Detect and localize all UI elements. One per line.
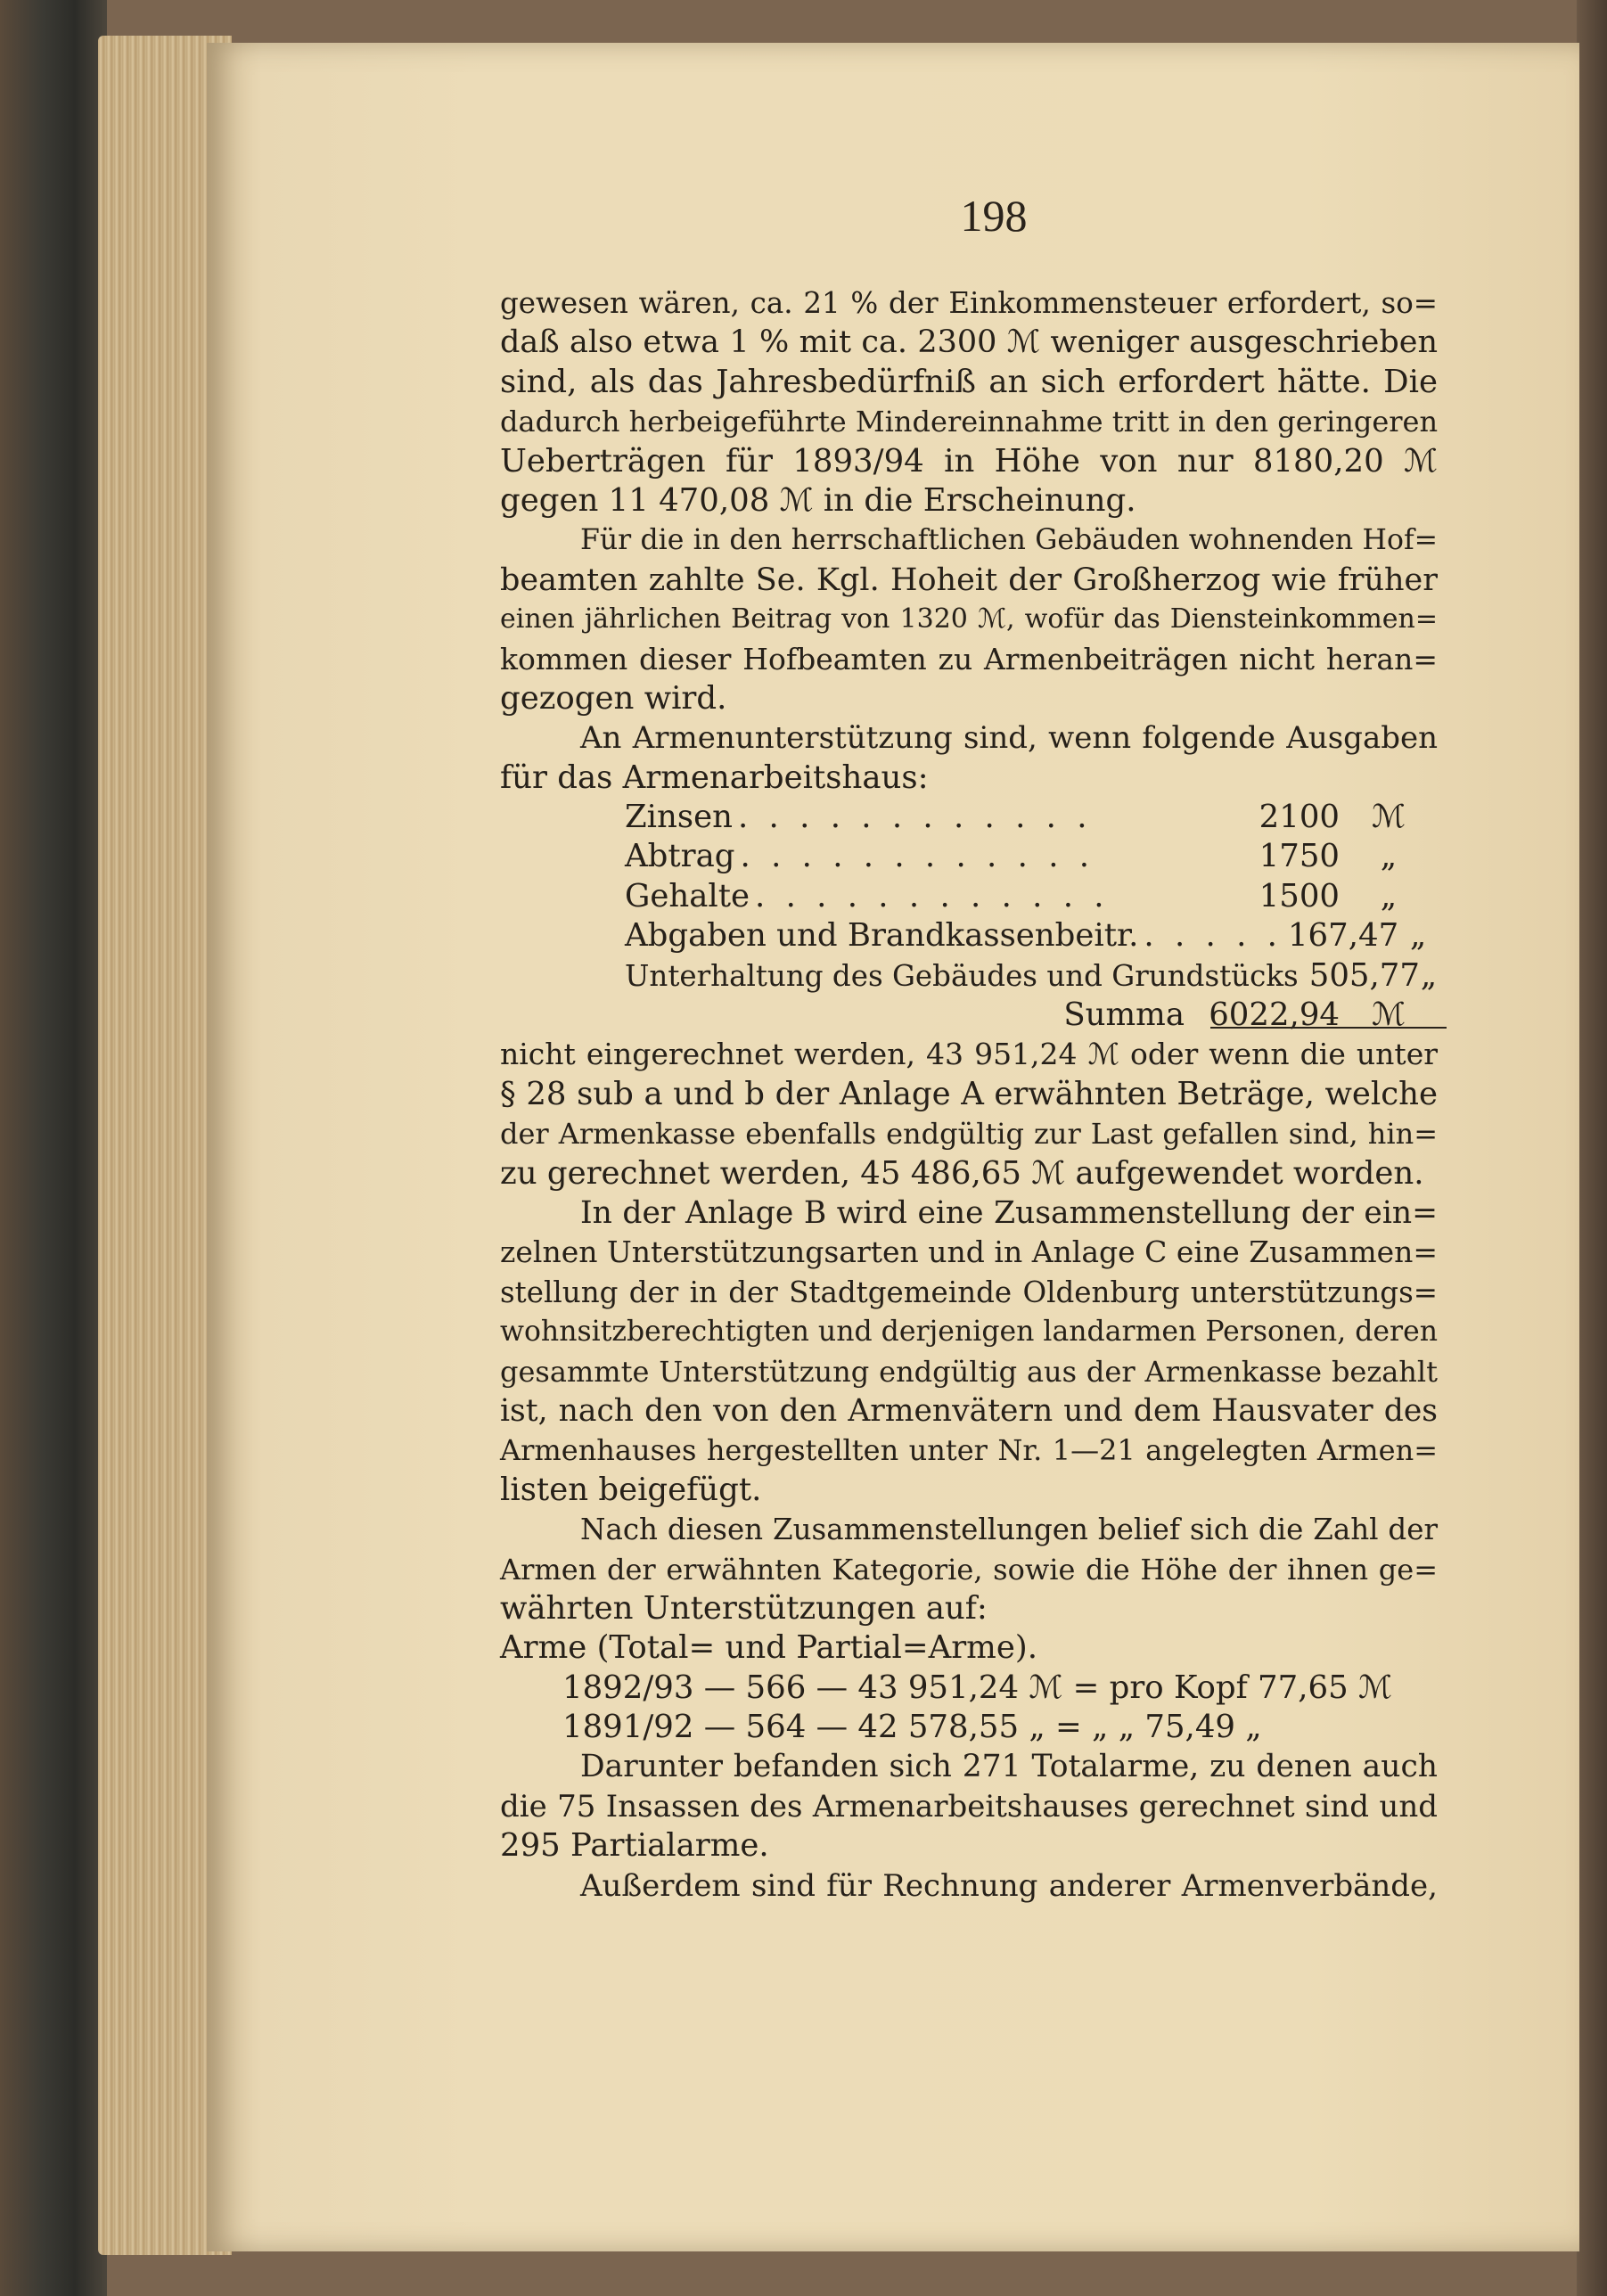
text-line: ist, nach den von den Armenvätern und dem Hausvater des: [500, 1392, 1438, 1429]
leader-dots: . . . . . . . . . . . .: [740, 838, 1095, 875]
text-line: für das Armenarbeitshaus:: [500, 758, 929, 796]
text-line: Armenhauses hergestellten unter Nr. 1—21 angelegten Armen=: [500, 1433, 1438, 1468]
text-line: stellung der in der Stadtgemeinde Oldenburg unterstützungs=: [500, 1275, 1438, 1309]
expense-amount: 505,77: [1308, 956, 1420, 994]
page-number: 198: [960, 191, 1028, 241]
expense-row: [500, 877, 1438, 916]
text-line: gesammte Unterstützung endgültig aus der Armenkasse bezahlt: [500, 1354, 1438, 1389]
expense-label: Zinsen: [625, 799, 733, 836]
sum-label: Summa: [1063, 996, 1185, 1034]
text-line: daß also etwa 1 % mit ca. 2300 ℳ weniger ausgeschrieben: [500, 324, 1438, 361]
leader-dots: . . . . .: [1144, 917, 1283, 955]
text-line: die 75 Insassen des Armenarbeitshauses gerechnet sind und: [500, 1788, 1438, 1824]
expense-row: [500, 798, 1438, 837]
book-cover-edge: [0, 0, 107, 2296]
text-line: listen beigefügt.: [500, 1471, 762, 1508]
expense-row: [500, 916, 1438, 955]
expense-amount: 1500: [1259, 877, 1340, 914]
next-page-edge: [1577, 0, 1607, 2296]
sum-amount: 6022,94: [1209, 996, 1340, 1034]
expense-unit: „: [1380, 838, 1398, 875]
expense-unit: „: [1420, 956, 1438, 994]
text-line: wohnsitzberechtigten und derjenigen landarmen Personen, deren: [500, 1316, 1439, 1349]
leader-dots: . . . . . . . . . . . .: [755, 877, 1110, 914]
text-line: zu gerechnet werden, 45 486,65 ℳ aufgewendet worden.: [500, 1154, 1424, 1192]
text-line: Darunter befanden sich 271 Totalarme, zu denen auch: [580, 1749, 1438, 1785]
stat-row: 1891/92 — 564 — 42 578,55 „ = „ „ 75,49 „: [562, 1709, 1262, 1746]
sum-unit: ℳ: [1372, 996, 1406, 1034]
text-line: zelnen Unterstützungsarten und in Anlage C eine Zusammen=: [500, 1234, 1439, 1270]
expense-amount: 1750: [1259, 838, 1340, 875]
text-line: Nach diesen Zusammenstellungen belief sich die Zahl der: [580, 1513, 1438, 1547]
text-line: sind, als das Jahresbedürfniß an sich erfordert hätte. Die: [500, 363, 1438, 400]
expense-amount: 167,47: [1287, 917, 1399, 955]
text-line: gegen 11 470,08 ℳ in die Erscheinung.: [500, 481, 1136, 519]
stat-row: 1892/93 — 566 — 43 951,24 ℳ = pro Kopf 77,65 ℳ: [562, 1669, 1392, 1706]
text-line: 295 Partialarme.: [500, 1827, 769, 1865]
text-line: Ueberträgen für 1893/94 in Höhe von nur 8180,20 ℳ: [500, 442, 1438, 480]
sum-rule: [1210, 1027, 1447, 1029]
text-line: beamten zahlte Se. Kgl. Hoheit der Großherzog wie früher: [500, 562, 1438, 598]
expense-label: Abtrag: [625, 838, 735, 875]
text-line: gewesen wären, ca. 21 % der Einkommensteuer erfordert, so=: [500, 286, 1438, 320]
leader-dots: . . . . . . . . . . . .: [737, 799, 1093, 836]
text-line: einen jährlichen Beitrag von 1320 ℳ, wofür das Diensteinkommen=: [500, 603, 1438, 636]
table-heading: Arme (Total= und Partial=Arme).: [500, 1629, 1037, 1667]
text-line: In der Anlage B wird eine Zusammenstellung der ein=: [580, 1194, 1438, 1231]
text-line: nicht eingerechnet werden, 43 951,24 ℳ oder wenn die unter: [500, 1037, 1438, 1072]
text-line: dadurch herbeigeführte Mindereinnahme tritt in den geringeren: [500, 405, 1439, 439]
expense-label: Abgaben und Brandkassenbeitr.: [625, 917, 1139, 955]
expense-unit: „: [1409, 917, 1427, 955]
text-line: Für die in den herrschaftlichen Gebäuden wohnenden Hof=: [580, 524, 1438, 557]
text-line: An Armenunterstützung sind, wenn folgende Ausgaben: [580, 720, 1438, 757]
expense-row: [500, 837, 1438, 876]
text-line: gezogen wird.: [500, 679, 727, 717]
expense-label: Unterhaltung des Gebäudes und Grundstücks: [625, 958, 1299, 993]
text-line: § 28 sub a und b der Anlage A erwähnten Beträge, welche: [500, 1075, 1438, 1112]
text-line: währten Unterstützungen auf:: [500, 1589, 988, 1627]
sum-row: [500, 996, 1438, 1035]
text-line: Außerdem sind für Rechnung anderer Armenverbände,: [580, 1867, 1438, 1904]
text-line: kommen dieser Hofbeamten zu Armenbeiträgen nicht heran=: [500, 641, 1438, 676]
expense-label: Gehalte: [625, 877, 750, 914]
expense-unit: ℳ: [1372, 799, 1406, 836]
expense-unit: „: [1380, 877, 1398, 914]
page-text: [500, 283, 1438, 1906]
expense-row: [500, 956, 1438, 996]
text-line: Armen der erwähnten Kategorie, sowie die Höhe der ihnen ge=: [500, 1552, 1438, 1587]
text-line: der Armenkasse ebenfalls endgültig zur Last gefallen sind, hin=: [500, 1117, 1438, 1152]
expense-amount: 2100: [1259, 799, 1340, 836]
